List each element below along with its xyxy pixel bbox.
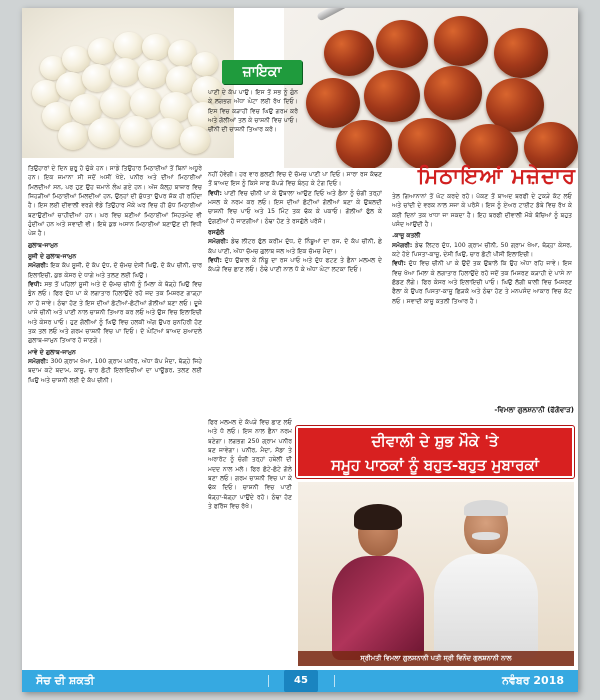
recipe-heading: ਮਾਵੇ ਦੇ ਗੁਲਾਬ-ਜਾਮੁਨ <box>28 348 76 356</box>
footer-divider <box>334 675 335 687</box>
recipe-heading: ਰਸਗੁੱਲੇ <box>208 229 225 237</box>
recipe-subheading: ਸੂਜੀ ਦੇ ਗੁਲਾਬ-ਜਾਮੁਨ <box>28 253 77 261</box>
author-signature: -ਵਿਮਲਾ ਗੁਲਸ਼ਨਾਨੀ (ਫੱਗੋਵਾੜ) <box>494 406 574 414</box>
method-paragraph: ਵਿਧੀ: ਦੁੱਧ ਉਬਾਲ ਕੇ ਨਿੰਬੂ ਦਾ ਰਸ ਪਾਓ ਅਤੇ ਦੁੱਧ ਫਟਣ ਤੇ ਛੈਨਾ ਮਲਮਲ ਦੇ ਕੱਪੜੇ ਵਿਚ ਛਾਣ ਲਓ। ਠੰਢੇ ਪਾਣੀ ਨਾਲ ਧੋ ਕੇ ਅੱਧਾ ਘੰਟਾ ਲਟਕਾ ਦਿਓ। <box>208 257 382 274</box>
text-paragraph: ਤੇਲ ਗਿਆਨਾਨਾਂ ਤੋਂ ਘੱਟ ਕਰਦੇ ਰਹੋ। ਪੱਕਣ ਤੋਂ ਬਾਅਦ ਬਰਫੀ ਦੇ ਟੁਕੜੇ ਕੱਟ ਲਓ ਅਤੇ ਚਾਂਦੀ ਦੇ ਵਰਕ ਨਾਲ ਸਜਾ ਕੇ ਪਰੋਸੋ। ਇਸ ਨੂੰ ਏਅਰ ਟਾਈਟ ਡੱਬੇ ਵਿਚ ਰੱਖ ਕੇ ਕਈ ਦਿਨਾਂ ਤਕ ਖਾਧਾ ਜਾ ਸਕਦਾ ਹੈ। ਇਹ ਬਰਫੀ ਦੀਵਾਲੀ ਮੌਕੇ ਬੱਚਿਆਂ ਨੂੰ ਬਹੁਤ ਪਸੰਦ ਆਉਂਦੀ ਹੈ। <box>392 193 572 229</box>
page-number: 45 <box>284 670 318 692</box>
woman-figure <box>332 508 424 658</box>
article-column-2a: ਪਾਣੀ ਦੇ ਕੱਪ ਪਾਉ। ਇਸ ਤੋਂ ਸਭ ਨੂੰ ਗੁੰਨ ਕੇ ਲਗਭਗ ਅੱਧਾ ਘੰਟਾ ਲਈ ਰੱਖ ਦਿਓ। ਇਸ ਵਿਚ ਕੜਾਹੀ ਵਿਚ ਘਿਉ ਗਰਮ ਕਰੋ ਅਤੇ ਗੋਲੀਆਂ ਤਲ ਕੇ ਚਾਸ਼ਨੀ ਵਿਚ ਪਾਓ। ਚੀਨੀ ਦੀ ਚਾਸ਼ਨੀ ਤਿਆਰ ਕਰੋ। <box>208 89 298 134</box>
page-footer <box>22 670 578 692</box>
section-badge: ਜ਼ਾਇਕਾ <box>222 60 302 84</box>
magazine-name: ਸੋਚ ਦੀ ਸ਼ਕਤੀ <box>36 674 95 687</box>
magazine-page <box>22 8 578 692</box>
rasgulla-photo <box>22 8 234 158</box>
article-column-3 <box>392 192 572 418</box>
diwali-greeting-box <box>296 426 574 478</box>
text-paragraph: ਨਹੀਂ ਹੋਵੇਗੀ। ਹਰ ਵਾਰ ਛਲਣੀ ਵਿਚ ਦੋ ਚੱਮਚ ਪਾਣੀ ਪਾ ਦਿਓ। ਸਾਰਾ ਰਸ ਕੱਢਣ ਤੋਂ ਬਾਅਦ ਇਸ ਨੂੰ ਕਿਸੇ ਸਾਫ ਕੱਪੜੇ ਵਿਚ ਬੰਨ੍ਹ ਕੇ ਟੰਗ ਦਿਓ। <box>208 171 382 188</box>
ingredients-paragraph: ਸਮੱਗਰੀ: ਡੇਢ ਲਿਟਰ ਦੁੱਧ, 100 ਗ੍ਰਾਮ ਚੀਨੀ, 50 ਗ੍ਰਾਮ ਖੋਆ, ਥੋੜ੍ਹਾ ਕੇਸਰ, ਕਟੇ ਹੋਏ ਪਿਸਤਾ-ਕਾਜੂ, ਦੇਸੀ ਘਿਉ, ਚਾਰ ਛੋਟੀ ਪੀਸੀ ਇਲਾਇਚੀ। <box>392 241 572 259</box>
ingredients-paragraph: ਸਮੱਗਰੀ: 300 ਗ੍ਰਾਮ ਖੋਆ, 100 ਗ੍ਰਾਮ ਪਨੀਰ, ਅੱਧਾ ਕੱਪ ਮੈਦਾ, ਥੋੜ੍ਹੇ ਜਿਹੇ ਬਦਾਮ ਕਟੇ ਬਦਾਮ, ਕਾਜੂ, ਚਾਰ ਛੋਟੀ ਇਲਾਇਚੀਆਂ ਦਾ ਪਾਊਡਰ, ਤਲਣ ਲਈ ਘਿਉ ਅਤੇ ਚਾਸ਼ਨੀ ਲਈ ਦੋ ਕੱਪ ਚੀਨੀ। <box>28 357 202 384</box>
method-paragraph: ਵਿਧੀ: ਦੁੱਧ ਵਿਚ ਚੀਨੀ ਪਾ ਕੇ ਉਦੋਂ ਤਕ ਉਬਾਲੋ ਕਿ ਉਹ ਅੱਧਾ ਰਹਿ ਜਾਵੇ। ਇਸ ਵਿਚ ਖੋਆ ਮਿਲਾ ਕੇ ਲਗਾਤਾਰ ਹਿਲਾਉਂਦੇ ਰਹੋ ਜਦੋਂ ਤਕ ਮਿਸ਼ਰਣ ਕੜਾਹੀ ਦੇ ਪਾਸੇ ਨਾ ਛੱਡਣ ਲੱਗੇ। ਫਿਰ ਕੇਸਰ ਅਤੇ ਇਲਾਇਚੀ ਪਾਓ। ਘਿਉ ਲੱਗੀ ਥਾਲੀ ਵਿਚ ਮਿਸ਼ਰਣ ਫੈਲਾ ਕੇ ਉਪਰ ਪਿਸਤਾ-ਕਾਜੂ ਛਿੜਕੋ ਅਤੇ ਠੰਢਾ ਹੋਣ ਤੇ ਮਨਪਸੰਦ ਆਕਾਰ ਵਿਚ ਕੱਟ ਲਓ। ਸਵਾਦੀ ਕਾਜੂ ਕਤਲੀ ਤਿਆਰ ਹੈ। <box>392 260 572 305</box>
article-column-2c: ਫਿਰ ਮਲਮਲ ਦੇ ਕੱਪੜੇ ਵਿਚ ਛਾਣ ਲਓ ਅਤੇ ਧੋ ਲਓ। ਇਸ ਨਾਲ ਛੈਨਾ ਨਰਮ ਬਣੇਗਾ। ਲਗਭਗ 250 ਗ੍ਰਾਮ ਪਨੀਰ ਬਣ ਜਾਵੇਗਾ। ਪਨੀਰ, ਮੈਦਾ, ਸੋਡਾ ਤੇ ਅਰਾਰੋਟ ਨੂੰ ਚੰਗੀ ਤਰ੍ਹਾਂ ਹਥੇਲੀ ਦੀ ਮਦਦ ਨਾਲ ਮਲੋ। ਫਿਰ ਛੋਟੇ-ਛੋਟੇ ਗੋਲੇ ਬਣਾ ਲਓ। ਗਰਮ ਚਾਸ਼ਨੀ ਵਿਚ ਪਾ ਕੇ ਢੱਕ ਦਿਓ। ਚਾਸ਼ਨੀ ਵਿਚ ਪਾਣੀ ਥੋੜ੍ਹਾ-ਥੋੜ੍ਹਾ ਪਾਉਂਦੇ ਰਹੋ। ਠੰਢਾ ਹੋਣ ਤੇ ਫਰਿੱਜ ਵਿਚ ਰੱਖੋ। <box>208 419 292 511</box>
recipe-heading: .ਕਾਜੂ ਕਤਲੀ <box>392 232 421 240</box>
method-paragraph: ਵਿਧੀ: ਪਾਣੀ ਵਿਚ ਚੀਨੀ ਪਾ ਕੇ ਉਬਾਲਾ ਆਉਣ ਦਿਓ ਅਤੇ ਛੈਨਾ ਨੂੰ ਚੰਗੀ ਤਰ੍ਹਾਂ ਮਸਲ ਕੇ ਨਰਮ ਕਰ ਲਓ। ਇਸ ਦੀਆਂ ਛੋਟੀਆਂ ਗੋਲੀਆਂ ਬਣਾ ਕੇ ਉਬਲਦੀ ਚਾਸ਼ਨੀ ਵਿਚ ਪਾਓ ਅਤੇ 15 ਮਿੰਟ ਤਕ ਢੱਕ ਕੇ ਪਕਾਓ। ਗੋਲੀਆਂ ਫੁੱਲ ਕੇ ਦੁੱਗਣੀਆਂ ਹੋ ਜਾਣਗੀਆਂ। ਠੰਢਾ ਹੋਣ ਤੇ ਰਸਗੁੱਲੇ ਪਰੋਸੋ। <box>208 189 382 225</box>
ingredients-paragraph: ਸਮੱਗਰੀ: ਡੇਢ ਲੀਟਰ ਫੁੱਲ ਕਰੀਮ ਦੁੱਧ, ਦੋ ਨਿੰਬੂਆਂ ਦਾ ਰਸ, ਦੋ ਕੱਪ ਚੀਨੀ, ਛੇ ਕੱਪ ਪਾਣੀ, ਅੱਧਾ ਚੱਮਚ ਗੁਲਾਬ ਜਲ ਅਤੇ ਇਕ ਚੱਮਚ ਮੈਦਾ। <box>208 238 382 255</box>
article-column-1 <box>28 164 202 662</box>
greeting-line-2: ਸਮੂਹ ਪਾਠਕਾਂ ਨੂੰ ਬਹੁਤ-ਬਹੁਤ ਮੁਬਾਰਕਾਂ <box>331 456 539 474</box>
issue-date: ਨਵੰਬਰ 2018 <box>502 674 564 687</box>
couple-photo <box>298 482 574 666</box>
method-paragraph: ਵਿਧੀ: ਸਭ ਤੋਂ ਪਹਿਲਾਂ ਸੂਜੀ ਅਤੇ ਦੋ ਚੱਮਚ ਚੀਨੀ ਨੂੰ ਮਿਲਾ ਕੇ ਥੋੜ੍ਹੇ ਘਿਉ ਵਿਚ ਭੁੰਨ ਲਓ। ਫਿਰ ਦੁੱਧ ਪਾ ਕੇ ਲਗਾਤਾਰ ਹਿਲਾਉਂਦੇ ਰਹੋ ਜਦ ਤਕ ਮਿਸ਼ਰਣ ਗਾੜ੍ਹਾ ਨਾ ਹੋ ਜਾਵੇ। ਠੰਢਾ ਹੋਣ ਤੇ ਇਸ ਦੀਆਂ ਛੋਟੀਆਂ-ਛੋਟੀਆਂ ਗੋਲੀਆਂ ਬਣਾ ਲਓ। ਦੂਜੇ ਪਾਸੇ ਚੀਨੀ ਅਤੇ ਪਾਣੀ ਨਾਲ ਚਾਸ਼ਨੀ ਤਿਆਰ ਕਰ ਲਓ ਅਤੇ ਉਸ ਵਿਚ ਇਲਾਇਚੀ ਅਤੇ ਕੇਸਰ ਪਾਓ। ਹੁਣ ਗੋਲੀਆਂ ਨੂੰ ਘਿਉ ਵਿਚ ਹਲਕੀ ਅੱਗ ਉਪਰ ਸੁਨਹਿਰੀ ਹੋਣ ਤਕ ਤਲ ਲਓ ਅਤੇ ਗਰਮ ਚਾਸ਼ਨੀ ਵਿਚ ਪਾ ਦਿਓ। ਦੋ ਘੰਟਿਆਂ ਬਾਅਦ ਸੁਆਦਲੇ ਗੁਲਾਬ-ਜਾਮੁਨ ਤਿਆਰ ਹੋ ਜਾਣਗੇ। <box>28 281 202 345</box>
recipe-heading: ਗੁਲਾਬ-ਜਾਮੁਨ <box>28 241 58 249</box>
intro-paragraph: ਤਿਉਹਾਰਾਂ ਦੇ ਦਿਨ ਸ਼ੁਰੂ ਹੋ ਚੁੱਕੇ ਹਨ। ਸਾਡੇ ਤਿਉਹਾਰ ਮਿਠਾਈਆਂ ਤੋਂ ਬਿਨਾਂ ਅਧੂਰੇ ਹਨ। ਇਕ ਜ਼ਮਾਨਾ ਸੀ ਜਦੋਂ ਅਸੀਂ ਖੋਏ, ਪਨੀਰ ਅਤੇ ਦੀਆਂ ਮਿਠਾਈਆਂ ਮਿਲਦੀਆਂ ਸਨ, ਪਰ ਹੁਣ ਉਹ ਜ਼ਮਾਨੇ ਲੰਘ ਗਏ ਹਨ। ਅੱਜ ਕੱਲ੍ਹ ਬਾਜ਼ਾਰ ਵਿਚ ਜਿਹੜੀਆਂ ਮਿਠਾਈਆਂ ਮਿਲਦੀਆਂ ਹਨ, ਉਨ੍ਹਾਂ ਦੀ ਸ਼ੁੱਧਤਾ ਉਪਰ ਸ਼ੱਕ ਹੀ ਰਹਿੰਦਾ ਹੈ। ਇਸ ਲਈ ਦੀਵਾਲੀ ਵਰਗੇ ਵੱਡੇ ਤਿਉਹਾਰ ਮੌਕੇ ਘਰ ਵਿਚ ਹੀ ਸ਼ੁੱਧ ਮਿਠਾਈਆਂ ਬਣਾਉਣੀਆਂ ਚਾਹੀਦੀਆਂ ਹਨ। ਘਰ ਵਿਚ ਬਣੀਆਂ ਮਿਠਾਈਆਂ ਸਿਹਤਮੰਦ ਵੀ ਹੁੰਦੀਆਂ ਹਨ ਅਤੇ ਸਵਾਦੀ ਵੀ। ਇਥੇ ਕੁਝ ਅਸਾਨ ਮਿਠਾਈਆਂ ਬਣਾਉਣ ਦੀ ਵਿਧੀ ਪੇਸ਼ ਹੈ। <box>28 165 202 238</box>
photo-caption: ਸ੍ਰੀਮਤੀ ਵਿਮਲਾ ਗੁਲਸ਼ਨਾਨੀ ਪਤੀ ਸ੍ਰੀ ਵਿਨੋਦ ਗੁਲਸ਼ਨਾਨੀ ਨਾਲ <box>298 651 574 666</box>
gulab-jamun-photo <box>284 8 578 168</box>
footer-divider <box>268 675 269 687</box>
greeting-line-1: ਦੀਵਾਲੀ ਦੇ ਸ਼ੁਭ ਮੌਕੇ 'ਤੇ <box>371 432 499 450</box>
article-column-2b <box>208 170 382 418</box>
man-figure <box>434 502 538 658</box>
ingredients-paragraph: ਸਮੱਗਰੀ: ਇਕ ਕੱਪ ਸੂਜੀ, ਦੋ ਕੱਪ ਦੁੱਧ, ਦੋ ਚੱਮਚ ਦੇਸੀ ਘਿਉ, ਦੋ ਕੱਪ ਚੀਨੀ, ਚਾਰ ਇਲਾਇਚੀ, ਕੁਝ ਕੇਸਰ ਦੇ ਧਾਗੇ ਅਤੇ ਤਲਣ ਲਈ ਘਿਉ। <box>28 262 202 279</box>
page-title: ਮਿਠਾਇਆਂ ਮਜ਼ੇਦਾਰ <box>417 163 576 188</box>
